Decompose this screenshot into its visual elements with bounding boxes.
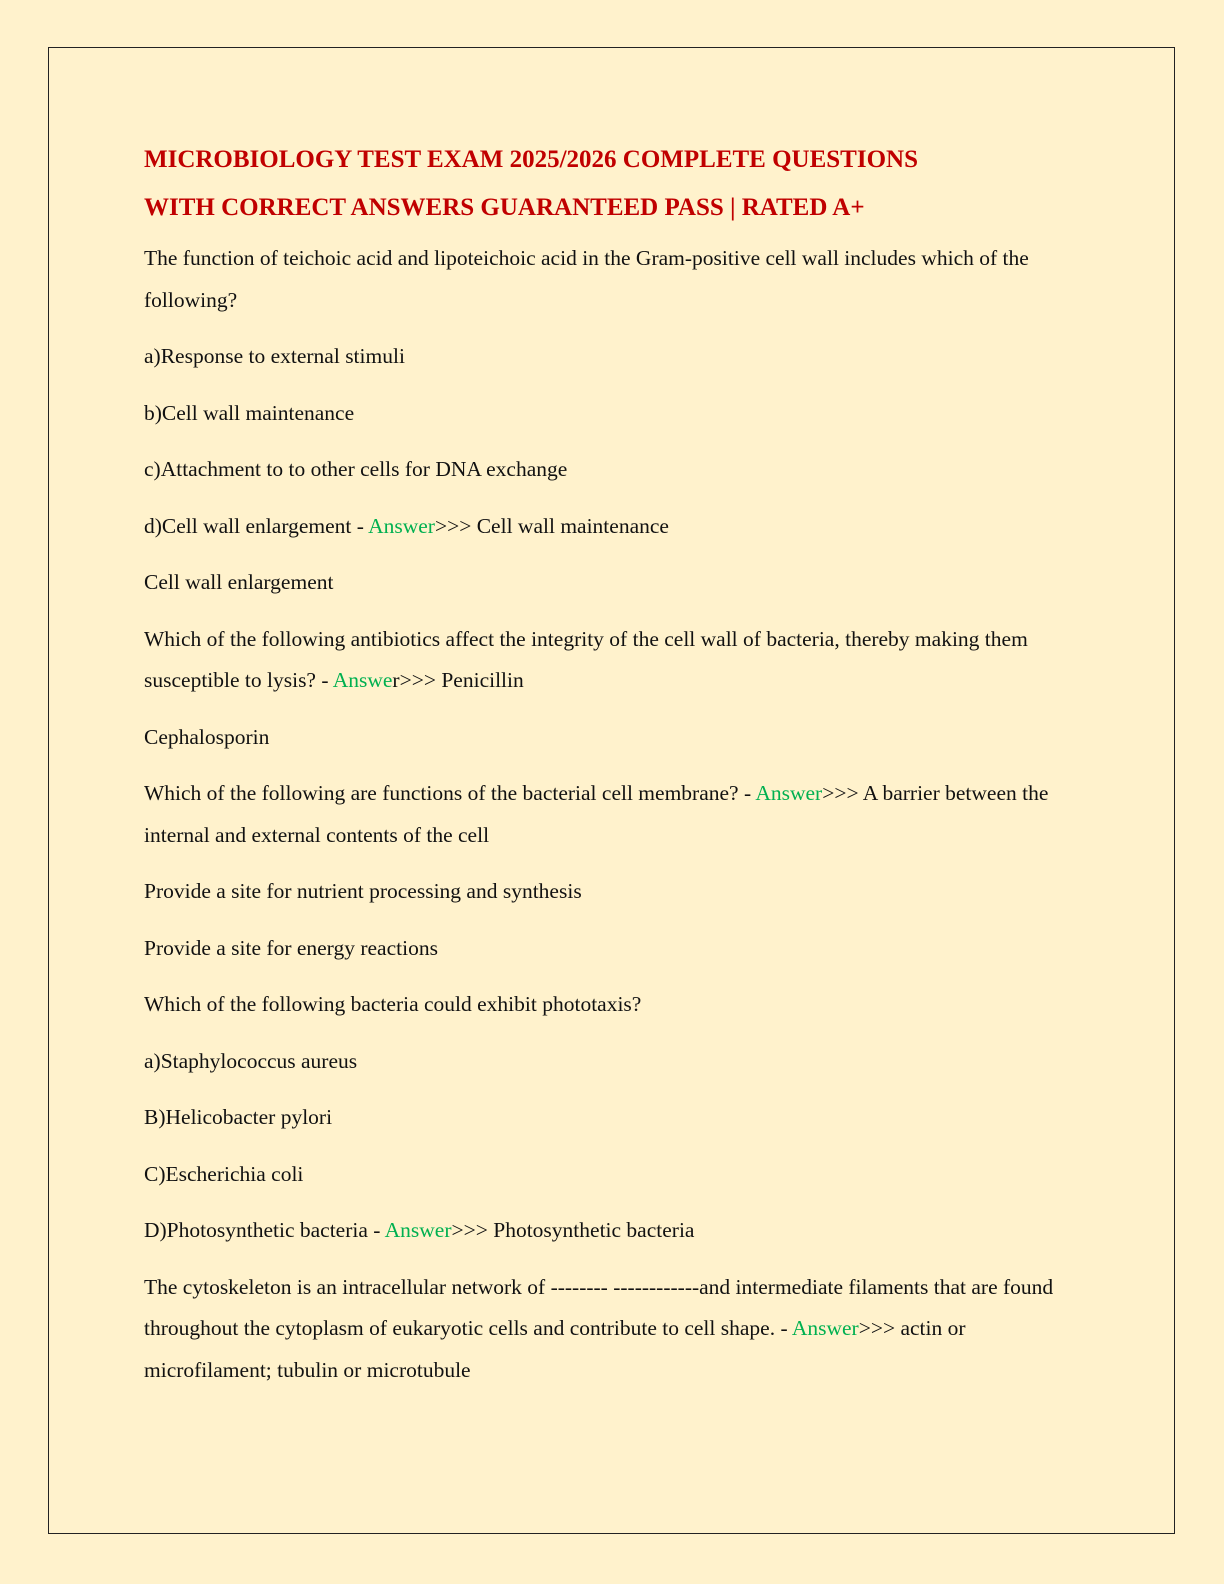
answer-label: Answe (332, 668, 393, 692)
q1-option-c: c)Attachment to to other cells for DNA exchange (144, 457, 568, 481)
q2-answer-extra: Cephalosporin (144, 724, 270, 749)
q4-option-d-text: D)Photosynthetic bacteria - (144, 1218, 385, 1242)
q1-option-b: b)Cell wall maintenance (144, 400, 355, 425)
title-line-2: WITH CORRECT ANSWERS GUARANTEED PASS | RATED A+ (144, 194, 865, 221)
q5-answer-text: >>> actin or microfilament; tubulin or microtubule (144, 1316, 966, 1382)
q4-answer-text: >>> Photosynthetic bacteria (451, 1218, 695, 1242)
q4-option-b: B)Helicobacter pylori (144, 1105, 333, 1129)
question-3 (144, 773, 1084, 856)
q3-question-text: Which of the following are functions of the bacterial cell membrane? - (144, 781, 756, 805)
q2-question-text: Which of the following antibiotics affect the integrity of the cell wall of bacteria, thereby making them susceptible to lysis? - (144, 626, 1028, 692)
question-2 (144, 619, 1084, 702)
q3-answer-text: >>> A barrier between the internal and external contents of the cell (144, 781, 1049, 847)
q3-answer-extra-1: Provide a site for nutrient processing and synthesis (144, 879, 582, 903)
document-body (144, 136, 1084, 1406)
answer-label: Answer (384, 1218, 452, 1242)
question-5 (144, 1267, 1084, 1392)
q1-answer-text: >>> Cell wall maintenance (434, 513, 669, 538)
q4-option-d (144, 1210, 1084, 1252)
answer-label: Answer (791, 1316, 859, 1340)
q1-option-d-text: d)Cell wall enlargement - (144, 513, 369, 538)
q4-option-a: a)Staphylococcus aureus (144, 1048, 358, 1073)
q1-answer-extra: Cell wall enlargement (144, 570, 334, 594)
q4-option-c: C)Escherichia coli (144, 1161, 304, 1186)
q3-answer-extra-2: Provide a site for energy reactions (144, 935, 438, 960)
q1-option-a: a)Response to external stimuli (144, 344, 405, 368)
answer-label: Answer (368, 513, 435, 538)
q1-option-d (144, 506, 1084, 548)
q2-answer-text: >>> Penicillin (399, 668, 524, 692)
document-title (144, 136, 1084, 232)
answer-label: Answer (755, 781, 823, 805)
question-1: The function of teichoic acid and lipoteichoic acid in the Gram-positive cell wall includes which of the following? (144, 246, 1029, 312)
question-4: Which of the following bacteria could exhibit phototaxis? (144, 992, 642, 1016)
answer-label-tail: r (392, 668, 400, 692)
title-line-1: MICROBIOLOGY TEST EXAM 2025/2026 COMPLETE QUESTIONS (144, 146, 918, 173)
q5-question-text: The cytoskeleton is an intracellular network of -------- ------------and intermediate filaments that are found throughout the cytoplasm of eukaryotic cells and contribute to cell shape. - (144, 1274, 1054, 1340)
